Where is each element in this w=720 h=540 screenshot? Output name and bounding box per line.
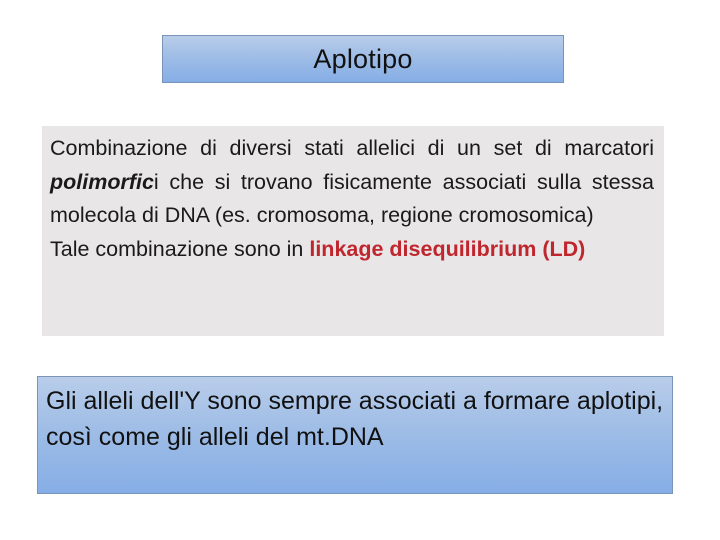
note-box <box>37 376 673 494</box>
definition-text-end: i che si trovano fisicamente associati sulla stessa molecola di DNA (es. cromosoma, regione cromosomica) <box>50 169 654 227</box>
title-box <box>162 35 564 83</box>
linkage-paragraph <box>50 233 654 267</box>
slide-title: Aplotipo <box>313 43 413 74</box>
note-text: Gli alleli dell'Y sono sempre associati a formare aplotipi, così come gli alleli del mt.DNA <box>46 387 664 451</box>
linkage-highlight: linkage disequilibrium (LD) <box>309 236 586 261</box>
definition-emphasis: polimorfic <box>50 169 154 194</box>
definition-text-start: Combinazione di diversi stati allelici di un set di marcatori <box>50 136 654 160</box>
linkage-text: Tale combinazione sono in <box>50 236 310 261</box>
definition-box <box>42 126 664 336</box>
definition-paragraph <box>50 132 654 233</box>
